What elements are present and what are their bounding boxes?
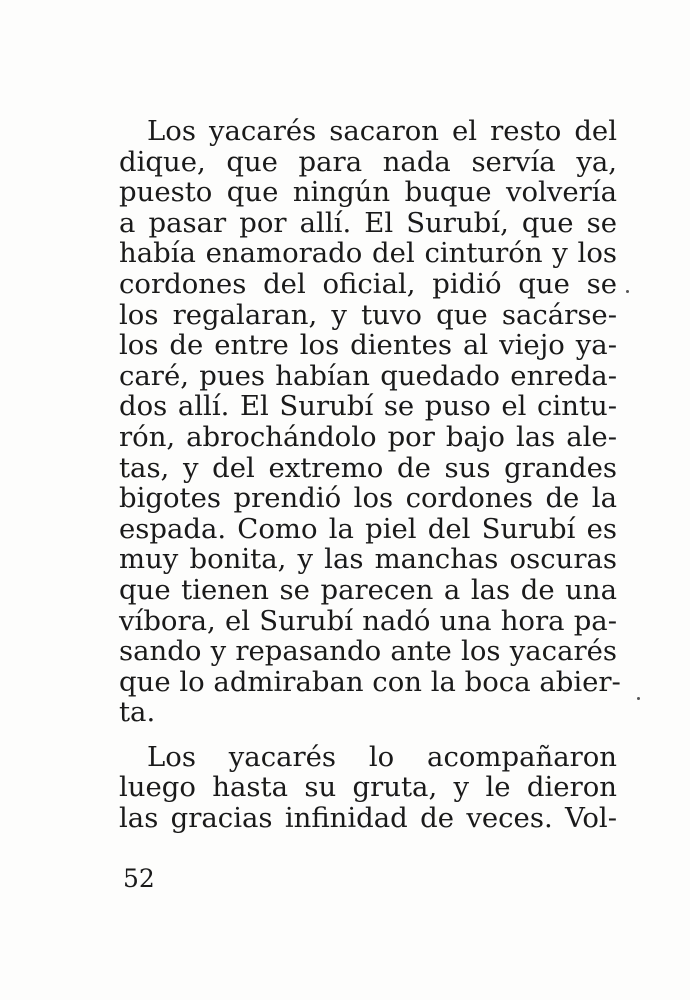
text-line: las gracias infinidad de veces. Vol- xyxy=(119,802,617,835)
body-text xyxy=(119,115,621,835)
text-line: dos allí. El Surubí se puso el cintu- xyxy=(119,390,617,423)
page-number: 52 xyxy=(123,864,155,893)
paragraph-2 xyxy=(119,742,617,834)
text-line: luego hasta su gruta, y le dieron xyxy=(119,771,617,804)
text-line: puesto que ningún buque volvería xyxy=(119,176,617,209)
text-line: que lo admiraban con la boca abier- xyxy=(119,665,621,698)
text-line: a pasar por allí. El Surubí, que se xyxy=(119,206,617,239)
text-line: espada. Como la piel del Surubí es xyxy=(119,512,617,545)
text-line: había enamorado del cinturón y los xyxy=(119,237,617,270)
text-line: los regalaran, y tuvo que sacárse- xyxy=(119,298,617,331)
paper-speck xyxy=(626,290,629,293)
text-line: bigotes prendió los cordones de la xyxy=(119,482,617,515)
text-line: Los yacarés lo acompañaron xyxy=(147,740,617,773)
text-line: cordones del oficial, pidió que se xyxy=(119,267,617,300)
text-line: Los yacarés sacaron el resto del xyxy=(147,115,617,147)
text-line: los de entre los dientes al viejo ya- xyxy=(119,329,617,362)
text-line: dique, que para nada servía ya, xyxy=(119,145,617,178)
paper-speck xyxy=(637,697,640,700)
text-line: caré, pues habían quedado enreda- xyxy=(119,359,617,392)
text-line: sando y repasando ante los yacarés xyxy=(119,635,617,668)
text-line: que tienen se parecen a las de una xyxy=(119,573,617,606)
paragraph-gap xyxy=(119,728,617,742)
text-line: rón, abrochándolo por bajo las ale- xyxy=(119,420,617,453)
text-line: tas, y del extremo de sus grandes xyxy=(119,451,617,484)
text-line: muy bonita, y las manchas oscuras xyxy=(119,543,617,576)
paragraph-1 xyxy=(119,115,621,729)
text-line: víbora, el Surubí nadó una hora pa- xyxy=(119,604,617,637)
text-line: ta. xyxy=(119,696,156,729)
